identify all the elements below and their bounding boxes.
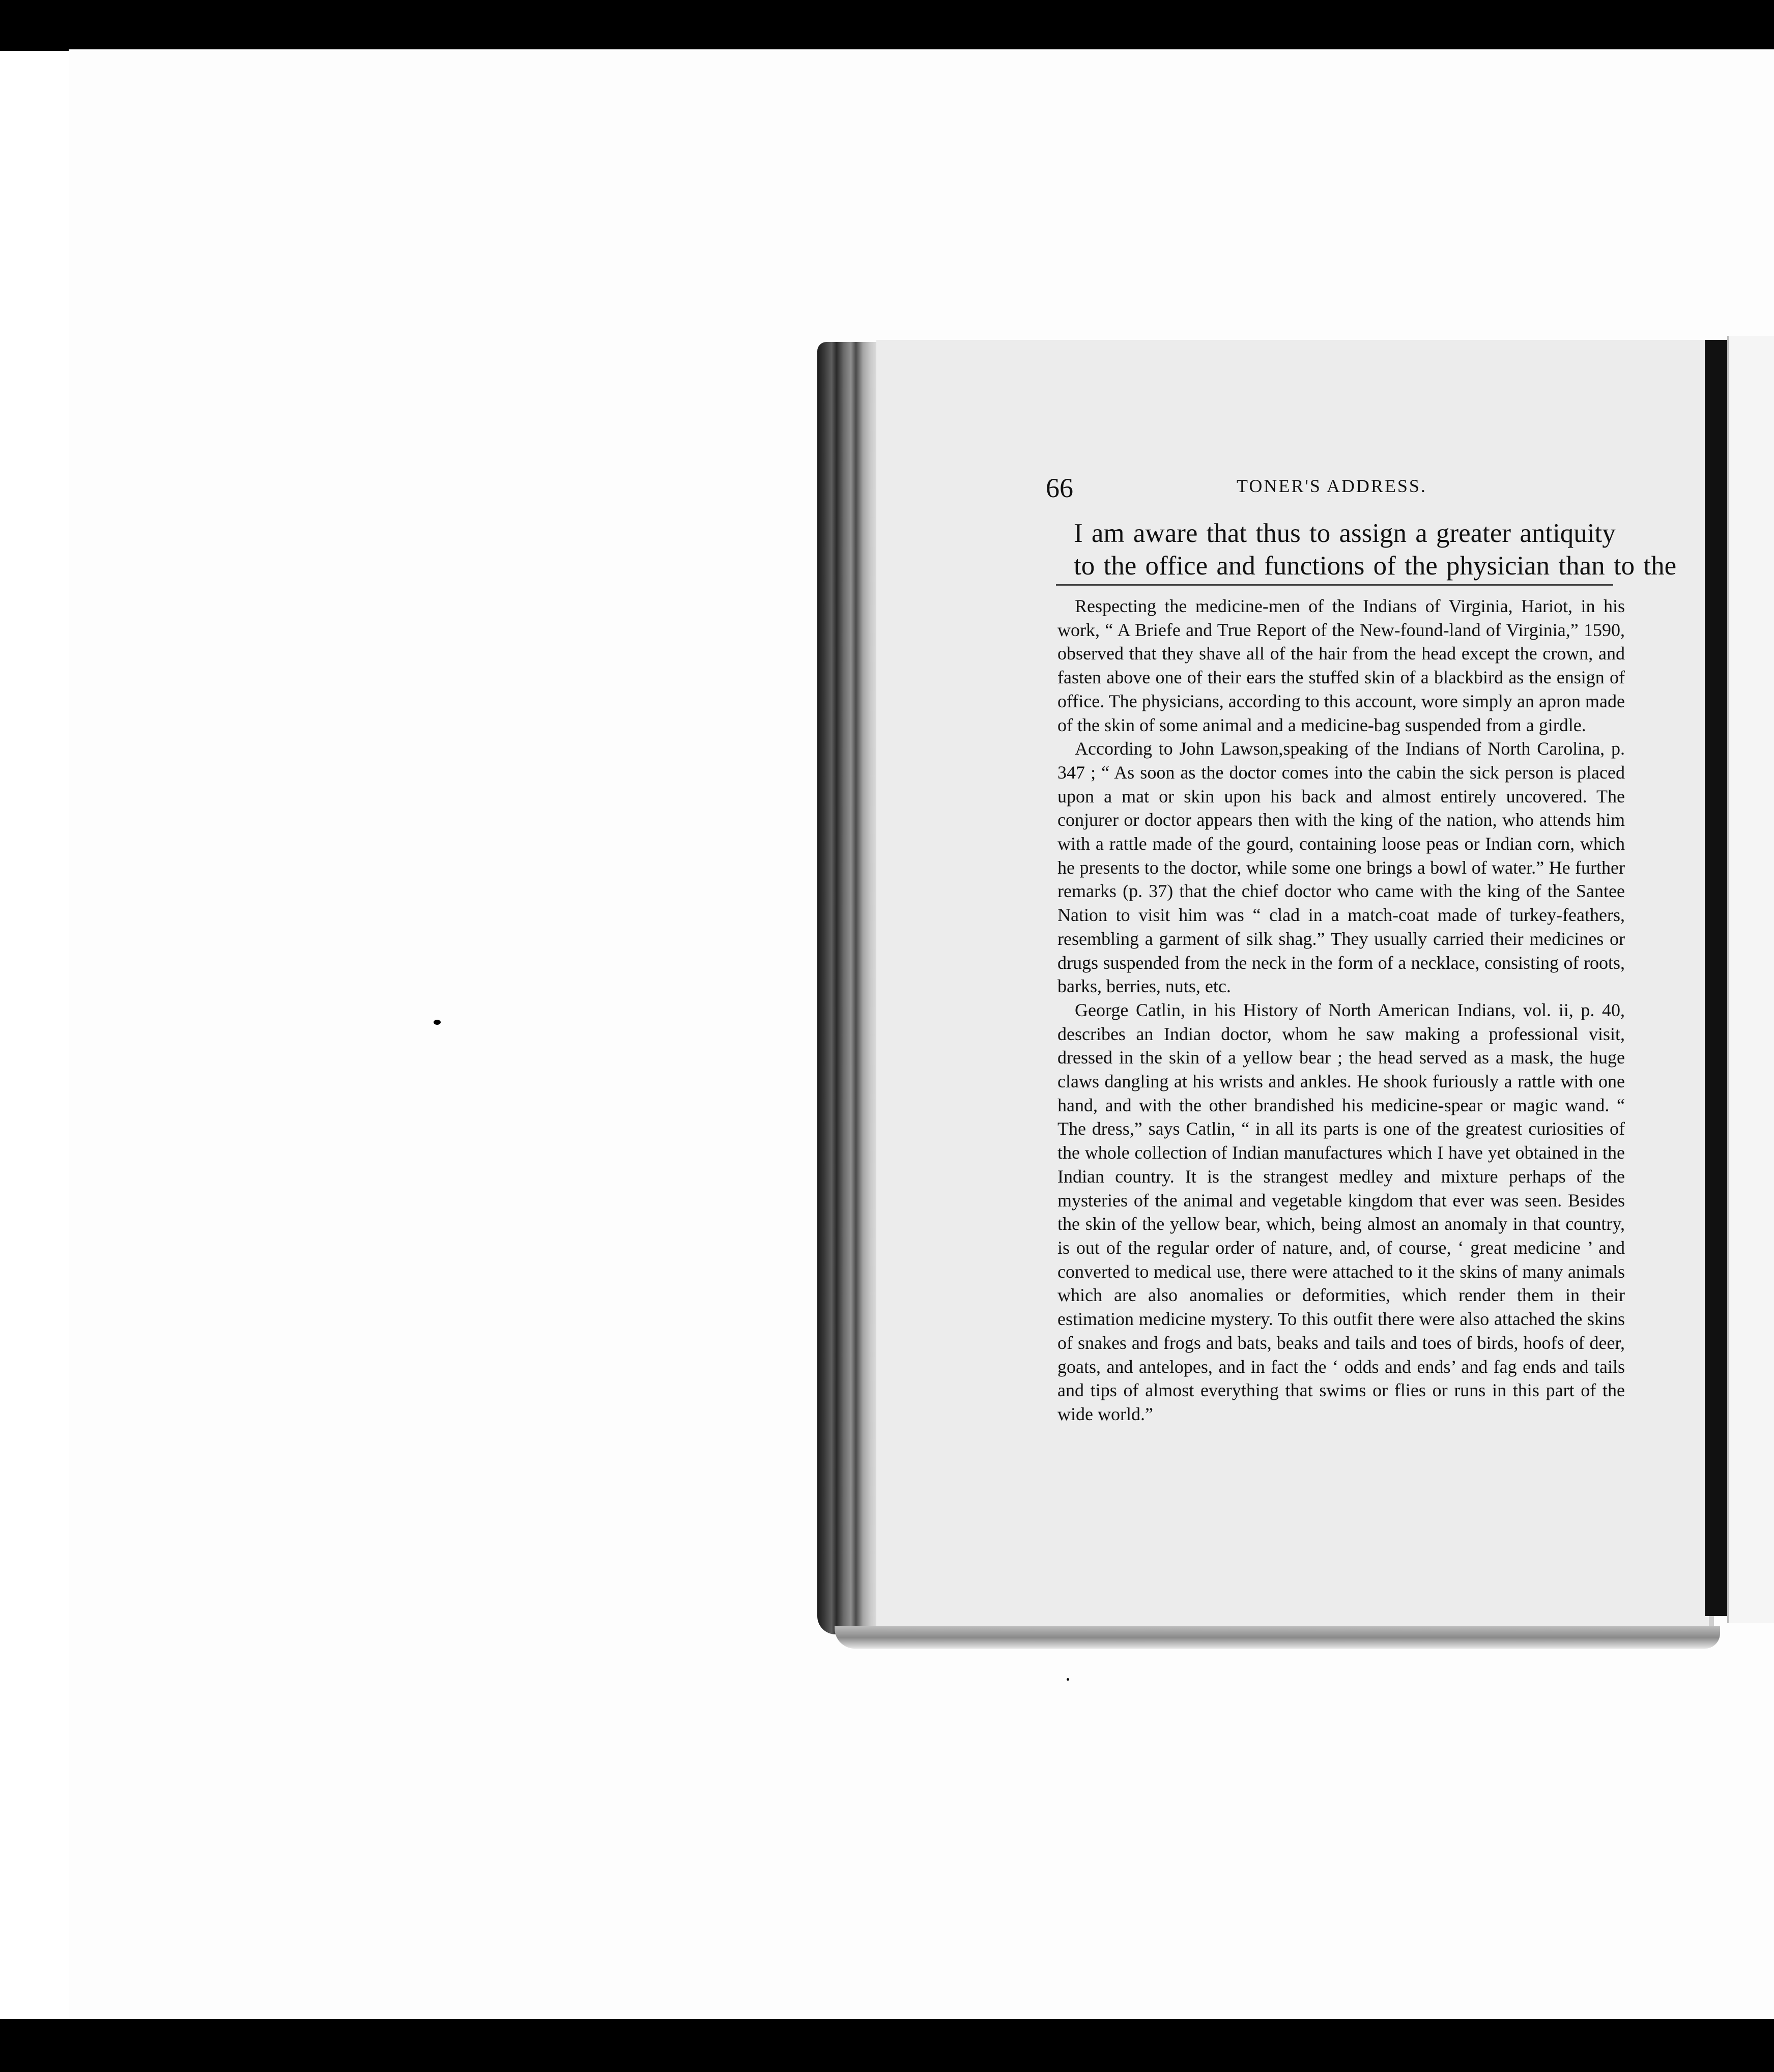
main-text-line: to the office and functions of the physician than to the	[1074, 551, 1677, 581]
page-edges	[835, 1626, 1720, 1649]
ink-speck	[1067, 1678, 1069, 1681]
running-head: TONER'S ADDRESS.	[1237, 476, 1427, 496]
facing-page	[1727, 336, 1774, 1623]
footnote-paragraph: Respecting the medicine-men of the Indians of Virginia, Hariot, in his work, “ A Briefe and True Report of the New-found-land of Virginia,” 1590, observed that they shave all of the hair from the head except the crown, and fasten above one of their ears the stuffed skin of a blackbird as the ensign of office. The physicians, according to this account, wore simply an apron made of the skin of some animal and a medicine-bag suspended from a girdle.	[1057, 596, 1625, 735]
main-text-line: I am aware that thus to assign a greater antiquity	[1074, 519, 1616, 548]
page-number: 66	[1046, 473, 1073, 503]
footnote-paragraph: George Catlin, in his History of North American Indians, vol. ii, p. 40, describes an Indian doctor, whom he saw making a professional visit, dressed in the skin of a yellow bear ; the head served as a mask, the huge claws dangling at his wrists and ankles. He shook furiously a rattle with one hand, and with the other brandished his medicine-spear or magic wand. “ The dress,” says Catlin, “ in all its parts is one of the greatest curiosities of the whole collection of Indian manufactures which I have yet obtained in the Indian country. It is the strangest medley and mixture perhaps of the mysteries of the animal and vegetable kingdom that ever was seen. Besides the skin of the yellow bear, which, being almost an anomaly in that country, is out of the regular order of nature, and, of course, ‘ great medicine ’ and converted to medical use, there were attached to it the skins of many animals which are also anomalies or deformities, which render them in their estimation medicine mystery. To this outfit there were also attached the skins of snakes and frogs and bats, beaks and tails and toes of birds, hoofs of deer, goats, and antelopes, and in fact the ‘ odds and ends’ and fag ends and tails and tips of almost everything that swims or flies or runs in this part of the wide world.”	[1057, 999, 1625, 1424]
book-spine	[817, 342, 878, 1634]
bottom-border	[0, 2019, 1774, 2072]
footnote-paragraph: According to John Lawson,speaking of the Indians of North Carolina, p. 347 ; “ As soon as the doctor comes into the cabin the sick person is placed upon a mat or skin upon his back and almost entirely uncovered. The conjurer or doctor appears then with the king of the nation, who attends him with a rattle made of the gourd, containing loose peas or Indian corn, which he presents to the doctor, while some one brings a bowl of water.” He further remarks (p. 37) that the chief doctor who came with the king of the Santee Nation to visit him was “ clad in a match-coat made of turkey-feathers, resembling a garment of silk shag.” They usually carried their medicines or drugs suspended from the neck in the form of a necklace, consisting of roots, barks, berries, nuts, etc.	[1057, 738, 1625, 997]
facing-page-edge	[1705, 340, 1727, 1616]
footnote-block	[1057, 594, 1625, 1426]
ink-speck	[434, 1020, 441, 1025]
footnote-divider	[1056, 584, 1613, 586]
top-border	[0, 0, 1774, 51]
